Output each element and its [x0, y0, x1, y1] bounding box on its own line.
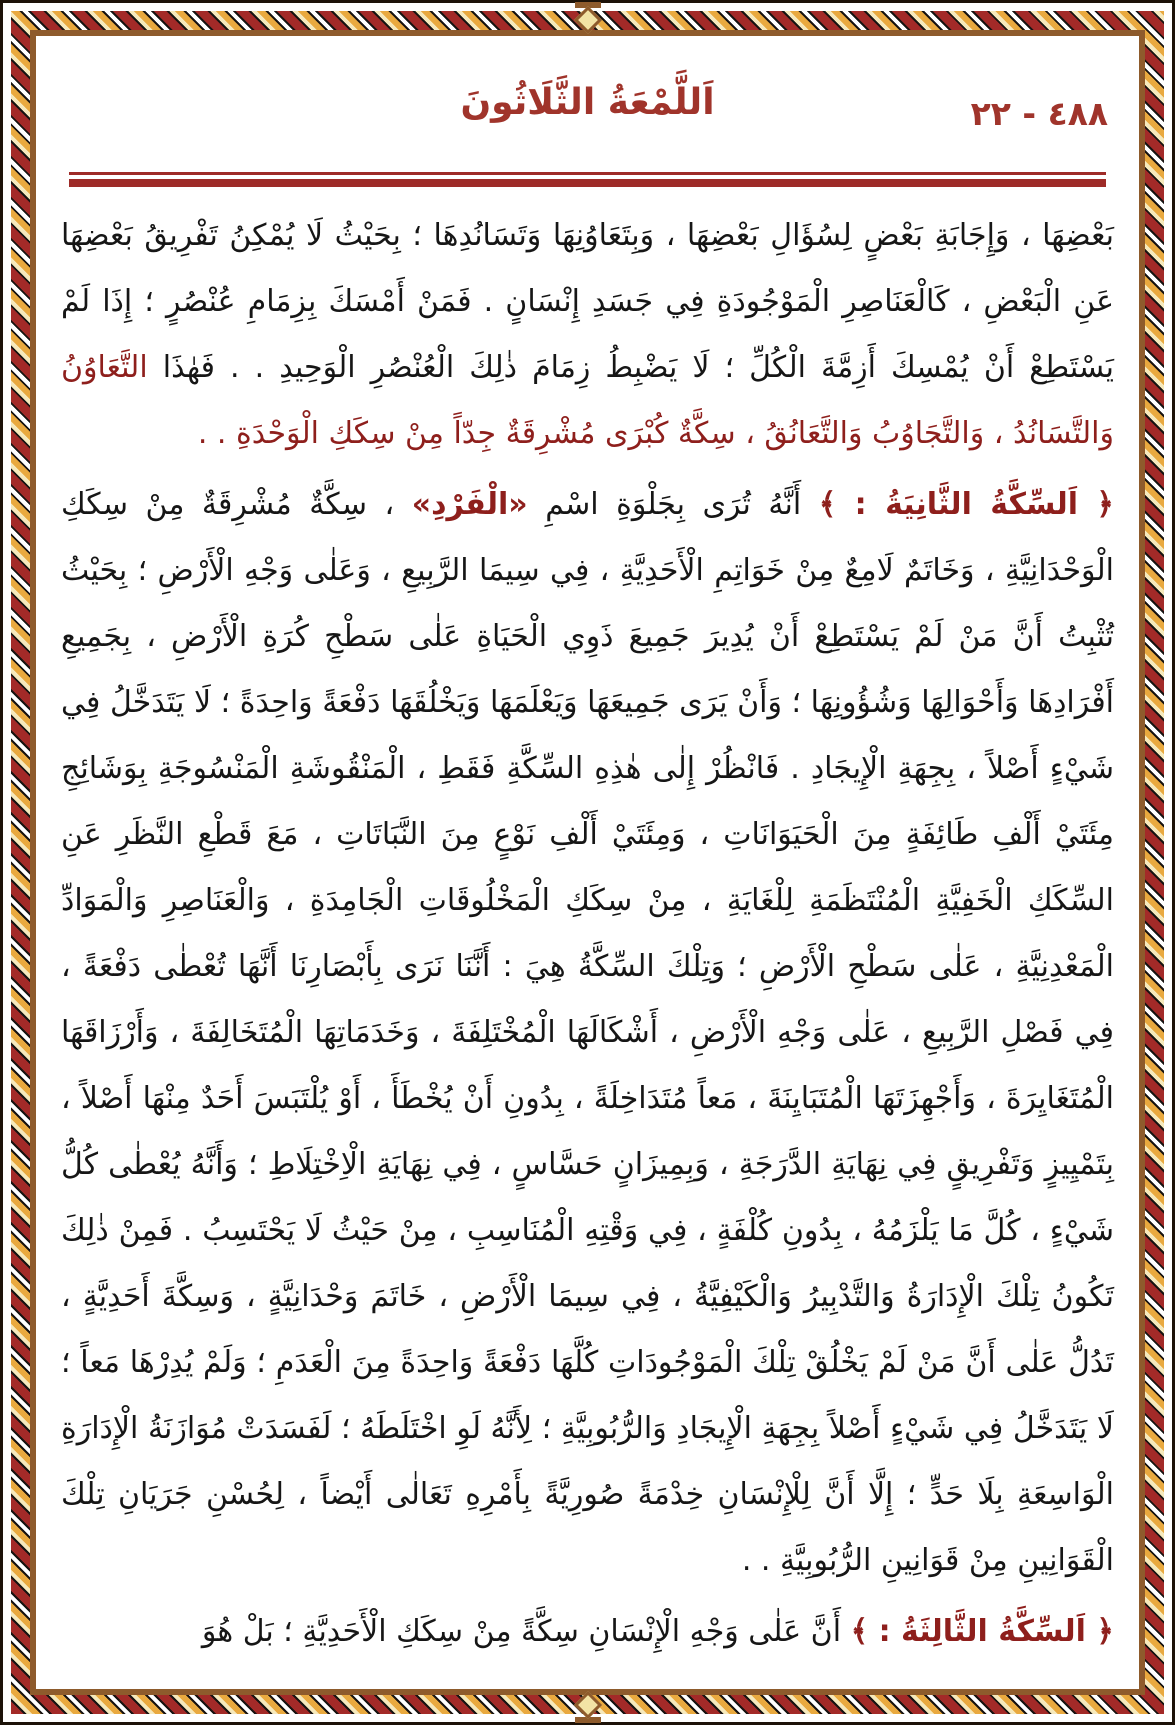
body-run: بَعْضِهَا ، وَإِجَابَةِ بَعْضٍ لِسُؤَالِ بَعْضِهَا ، وَبِتَعَاوُنِهَا وَتَسَانُدِهَا ؛ بِحَيْثُ لَا يُمْكِنُ تَفْرِيقُ بَعْضِهَا عَنِ الْبَعْضِ ، كَالْعَنَاصِرِ الْمَوْجُودَةِ فِي جَسَدِ إِنْسَانٍ . فَمَنْ أَمْسَكَ بِزِمَامِ عُنْصُرٍ ؛ إِذَا لَمْ يَسْتَطِعْ أَنْ يُمْسِكَ أَزِمَّةَ الْكُلِّ ؛ لَا يَضْبِطُ زِمَامَ ذٰلِكَ الْعُنْصُرِ الْوَحِيدِ . . فَهٰذَا — [61, 218, 1114, 385]
page-title: اَللَّمْعَةُ الثَّلَاثُونَ — [460, 82, 715, 123]
heading-second-seal: ﴿ اَلسِّكَّةُ الثَّانِيَةُ : ﴾ — [818, 487, 1114, 522]
paragraph-third-seal — [61, 1599, 1114, 1665]
page-content — [36, 36, 1139, 1689]
ornamental-chain-border — [11, 11, 1164, 1714]
inner-brown-band — [30, 30, 1145, 1695]
separator-thin-rule — [69, 172, 1106, 175]
heading-third-seal: ﴿ اَلسِّكَّةُ الثَّالِثَةُ : ﴾ — [850, 1614, 1114, 1649]
page-number: ٤٨٨ - ٢٢ — [970, 94, 1108, 133]
paragraph-second-seal — [61, 472, 1114, 1594]
separator-thick-rule — [69, 179, 1106, 187]
page-header — [61, 78, 1114, 164]
paragraph-intro-continuation — [61, 203, 1114, 467]
body-run: أَنَّهُ تُرَى بِجَلْوَةِ اسْمِ — [527, 487, 819, 522]
body-text — [61, 203, 1114, 1665]
emphasis-red: التَّعَاوُنُ وَالتَّسَانُدُ ، وَالتَّجَاوُبُ وَالتَّعَانُقُ ، سِكَّةٌ كُبْرَى مُشْرِقَةٌ جِدّاً مِنْ سِكَكِ الْوَحْدَةِ . . — [61, 350, 1114, 451]
emphasis-divine-name: «الْفَرْدِ» — [411, 487, 528, 522]
body-run: أَنَّ عَلٰى وَجْهِ الْإِنْسَانِ سِكَّةً مِنْ سِكَكِ الْأَحَدِيَّةِ ؛ بَلْ هُوَ — [201, 1614, 851, 1649]
body-run: ، سِكَّةٌ مُشْرِقَةٌ مِنْ سِكَكِ الْوَحْدَانِيَّةِ ، وَخَاتَمٌ لَامِعٌ مِنْ خَوَاتِمِ الْأَحَدِيَّةِ ، فِي سِيمَا الرَّبِيعِ ، وَعَلٰى وَجْهِ الْأَرْضِ ؛ بِحَيْثُ تُثْبِتُ أَنَّ مَنْ لَمْ يَسْتَطِعْ أَنْ يُدِيرَ جَمِيعَ ذَوِي الْحَيَاةِ عَلٰى سَطْحِ كُرَةِ الْأَرْضِ ، بِجَمِيعِ أَفْرَادِهَا وَأَحْوَالِهَا وَشُؤُونِهَا ؛ وَأَنْ يَرَى جَمِيعَهَا وَيَعْلَمَهَا وَيَخْلُقَهَا دَفْعَةً وَاحِدَةً ؛ لَا يَتَدَخَّلُ فِي شَيْءٍ أَصْلاً ، بِجِهَةِ الْإِيجَادِ . فَانْظُرْ إِلٰى هٰذِهِ السِّكَّةِ فَقَطِ ، الْمَنْقُوشَةِ الْمَنْسُوجَةِ بِوَشَائِجِ مِئَتَيْ أَلْفِ طَائِفَةٍ مِنَ الْحَيَوَانَاتِ ، وَمِئَتَيْ أَلْفِ نَوْعٍ مِنَ النَّبَاتَاتِ ، مَعَ قَطْعِ النَّظَرِ عَنِ السِّكَكِ الْخَفِيَّةِ الْمُنْتَظَمَةِ لِلْغَايَةِ ، مِنْ سِكَكِ الْمَخْلُوقَاتِ الْجَامِدَةِ ، وَالْعَنَاصِرِ وَالْمَوَادِّ الْمَعْدِنِيَّةِ ، عَلٰى سَطْحِ الْأَرْضِ ؛ وَتِلْكَ السِّكَّةُ هِيَ : أَنَّنَا نَرَى بِأَبْصَارِنَا أَنَّهَا تُعْطٰى دَفْعَةً ، فِي فَصْلِ الرَّبِيعِ ، عَلٰى وَجْهِ الْأَرْضِ ، أَشْكَالَهَا الْمُخْتَلِفَةَ ، وَخَدَمَاتِهَا الْمُتَخَالِفَةَ ، وَأَرْزَاقَهَا الْمُتَغَايِرَةَ ، وَأَجْهِزَتَهَا الْمُتَبَايِنَةَ ، مَعاً مُتَدَاخِلَةً ، بِدُونِ أَنْ يُخْطَأَ ، أَوْ يُلْتَبَسَ أَحَدٌ مِنْهَا أَصْلاً ، بِتَمْيِيزٍ وَتَفْرِيقٍ فِي نِهَايَةِ الدَّرَجَةِ ، وَبِمِيزَانٍ حَسَّاسٍ ، فِي نِهَايَةِ الْاِخْتِلَاطِ ؛ وَأَنَّهُ يُعْطٰى كُلُّ شَيْءٍ ، كُلَّ مَا يَلْزَمُهُ ، بِدُونِ كُلْفَةٍ ، فِي وَقْتِهِ الْمُنَاسِبِ ، مِنْ حَيْثُ لَا يَحْتَسِبُ . فَمِنْ ذٰلِكَ تَكُونُ تِلْكَ الْإِدَارَةُ وَالتَّدْبِيرُ وَالْكَيْفِيَّةُ ، فِي سِيمَا الْأَرْضِ ، خَاتَمَ وَحْدَانِيَّةٍ ، وَسِكَّةَ أَحَدِيَّةٍ ، تَدُلُّ عَلٰى أَنَّ مَنْ لَمْ يَخْلُقْ تِلْكَ الْمَوْجُودَاتِ كُلَّهَا دَفْعَةً وَاحِدَةً مِنَ الْعَدَمِ ؛ وَلَمْ يُدِرْهَا مَعاً ؛ لَا يَتَدَخَّلُ فِي شَيْءٍ أَصْلاً بِجِهَةِ الْإِيجَادِ وَالرُّبُوبِيَّةِ ؛ لِأَنَّهُ لَوِ اخْتَلَطَهُ ؛ لَفَسَدَتْ مُوَازَنَةُ الْإِدَارَةِ الْوَاسِعَةِ بِلَا حَدٍّ ؛ إِلَّا أَنَّ لِلْإِنْسَانِ خِدْمَةً صُورِيَّةً بِأَمْرِهِ تَعَالٰى أَيْضاً ، لِحُسْنِ جَرَيَانِ تِلْكَ الْقَوَانِينِ مِنْ قَوَانِينِ الرُّبُوبِيَّةِ . . — [61, 487, 1114, 1578]
header-separator — [69, 172, 1106, 187]
